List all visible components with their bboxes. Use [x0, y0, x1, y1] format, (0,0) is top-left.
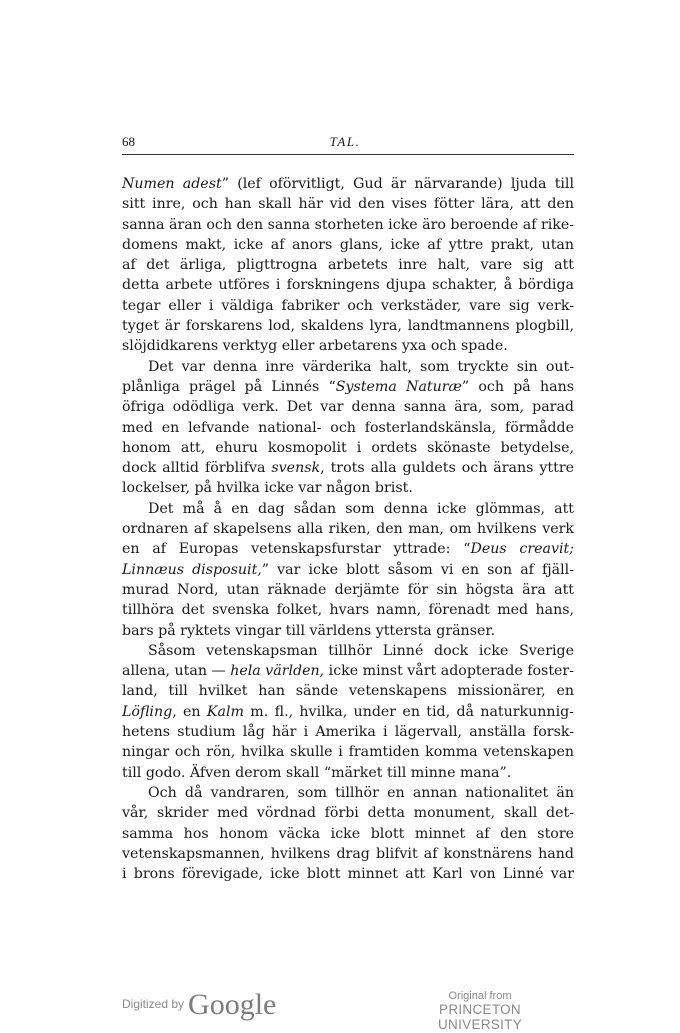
original-from-credit — [395, 990, 565, 1032]
text-span: dock alltid förblifva — [122, 460, 272, 477]
text-span: lockelser, på hvilka icke var någon brist. — [122, 480, 413, 497]
header-rule — [122, 154, 574, 155]
text-span: tyget är forskarens lod, skaldens lyra, landtmannens plogbill, — [122, 318, 574, 335]
text-span: till godo. Äfven derom skall “märket till minne mana”. — [122, 764, 512, 781]
institution-label: PRINCETON UNIVERSITY — [437, 1002, 522, 1032]
text-line — [122, 641, 574, 661]
paragraph — [122, 174, 574, 357]
text-span: , en — [172, 703, 207, 720]
italic-span: Kalm — [206, 703, 244, 720]
original-from-label: Original from — [448, 990, 512, 1002]
text-span: slöjdidkarens verktyg eller arbetarens yxa och spade. — [122, 338, 508, 355]
text-span: hetens studium låg här i Amerika i lägervall, anställa forsk- — [122, 724, 574, 741]
paragraph — [122, 783, 574, 884]
google-logo: Google — [188, 988, 277, 1021]
text-span: Och då vandraren, som tillhör en annan nationalitet än — [148, 784, 574, 801]
text-span: ordnaren af skapelsens alla riken, den man, om hvilkens verk — [122, 521, 574, 538]
text-span: allena, utan — — [122, 663, 231, 680]
text-span: ” (lef oförvitligt, Gud är närvarande) ljuda till — [221, 176, 575, 192]
text-span: i brons förevigade, icke blott minnet att Karl von Linné var — [122, 866, 574, 883]
paragraph — [122, 641, 574, 783]
page-number: 68 — [122, 134, 135, 149]
text-line — [122, 255, 574, 275]
text-span: sitt inre, och han skall här vid den vises fötter lära, att den — [122, 196, 574, 213]
text-line — [122, 275, 574, 295]
text-span: , icke minst vårt adopterade foster- — [319, 663, 574, 680]
text-span: med en lefvande national- och fosterlandskänsla, förmådde — [122, 419, 574, 436]
text-line — [122, 702, 574, 722]
text-span: plånliga prägel på Linnés “ — [122, 378, 336, 395]
text-span: en af Europas vetenskapsfurstar yttrade: “ — [122, 541, 471, 558]
text-line — [122, 458, 574, 478]
text-line — [122, 316, 574, 336]
italic-span: Löfling — [122, 703, 173, 720]
text-span: Det var denna inre värderika halt, som tryckte sin out- — [148, 358, 574, 375]
text-span: domens makt, icke af anors glans, icke af yttre prakt, utan — [122, 236, 574, 253]
text-span: ningar och rön, hvilka skulle i framtiden komma vetenskapen — [122, 744, 574, 761]
text-line — [122, 438, 574, 458]
text-line — [122, 418, 574, 438]
text-line — [122, 661, 574, 681]
text-span: Det må å en dag sådan som denna icke glömmas, att — [148, 500, 574, 517]
text-line — [122, 580, 574, 600]
text-line — [122, 194, 574, 214]
text-span: detta arbete utföres i forskningens djupa schakter, å bördiga — [122, 277, 574, 294]
text-line — [122, 539, 574, 559]
text-span: Såsom vetenskapsman tillhör Linné dock icke Sverige — [148, 642, 574, 659]
text-span: bars på ryktets vingar till världens yttersta gränser. — [122, 622, 496, 639]
text-span: ” var icke blott såsom vi en son af fjäll- — [261, 561, 574, 578]
text-line — [122, 722, 574, 742]
text-line — [122, 600, 574, 620]
paragraph — [122, 499, 574, 641]
digitized-by-credit — [122, 988, 276, 1022]
text-line — [122, 864, 574, 884]
text-span: murad Nord, utan räknade derjämte för sin högsta ära att — [122, 581, 574, 598]
body-text — [122, 174, 574, 884]
text-span: af det ärliga, pligttrogna arbetets inre halt, vare sig att — [122, 257, 574, 274]
text-span: tegar eller i väldiga fabriker och verkstäder, vare sig verk- — [122, 297, 574, 314]
text-line — [122, 844, 574, 864]
text-line — [122, 215, 574, 235]
text-span: m. fl., hvilka, under en tid, då naturkunnig- — [243, 703, 574, 720]
text-line — [122, 296, 574, 316]
text-line — [122, 336, 574, 356]
text-line — [122, 377, 574, 397]
text-span: öfriga odödliga verk. Det var denna sanna ära, som, parad — [122, 399, 574, 416]
text-span: , trots alla guldets och ärans yttre — [320, 460, 574, 477]
text-line — [122, 763, 574, 783]
text-line — [122, 783, 574, 803]
italic-span: Linnæus disposuit, — [122, 561, 262, 578]
text-span: sanna äran och den sanna storheten icke äro beroende af rike- — [122, 216, 575, 233]
text-line — [122, 621, 574, 641]
text-line — [122, 519, 574, 539]
text-span: tillhöra det svenska folket, hvars namn, förenadt med hans, — [122, 602, 574, 619]
paragraph — [122, 357, 574, 499]
digitized-by-label: Digitized by — [122, 997, 185, 1011]
text-span: samma hos honom väcka icke blott minnet af den store — [122, 825, 574, 842]
text-span: vår, skrider med vördnad förbi detta monument, skall det- — [122, 805, 574, 822]
text-line — [122, 560, 574, 580]
text-line — [122, 235, 574, 255]
italic-span: svensk — [271, 460, 321, 477]
text-line — [122, 478, 574, 498]
italic-span: hela världen — [230, 663, 320, 680]
text-line — [122, 681, 574, 701]
text-line — [122, 824, 574, 844]
running-head: TAL. — [329, 134, 361, 149]
text-line — [122, 742, 574, 762]
text-span: honom att, ehuru kosmopolit i ordets skönaste betydelse, — [122, 439, 574, 456]
italic-span: Systema Naturæ — [335, 378, 462, 395]
text-span: vetenskapsmannen, hvilkens drag blifvit af konstnärens hand — [122, 845, 574, 862]
text-span: ” och på hans — [461, 378, 574, 395]
text-line — [122, 499, 574, 519]
text-line — [122, 397, 574, 417]
italic-span: Deus creavit; — [470, 541, 574, 558]
italic-span: Numen adest — [122, 176, 222, 192]
text-line — [122, 357, 574, 377]
text-line — [122, 174, 574, 194]
text-span: land, till hvilket han sände vetenskapens missionärer, en — [122, 683, 574, 700]
text-line — [122, 803, 574, 823]
